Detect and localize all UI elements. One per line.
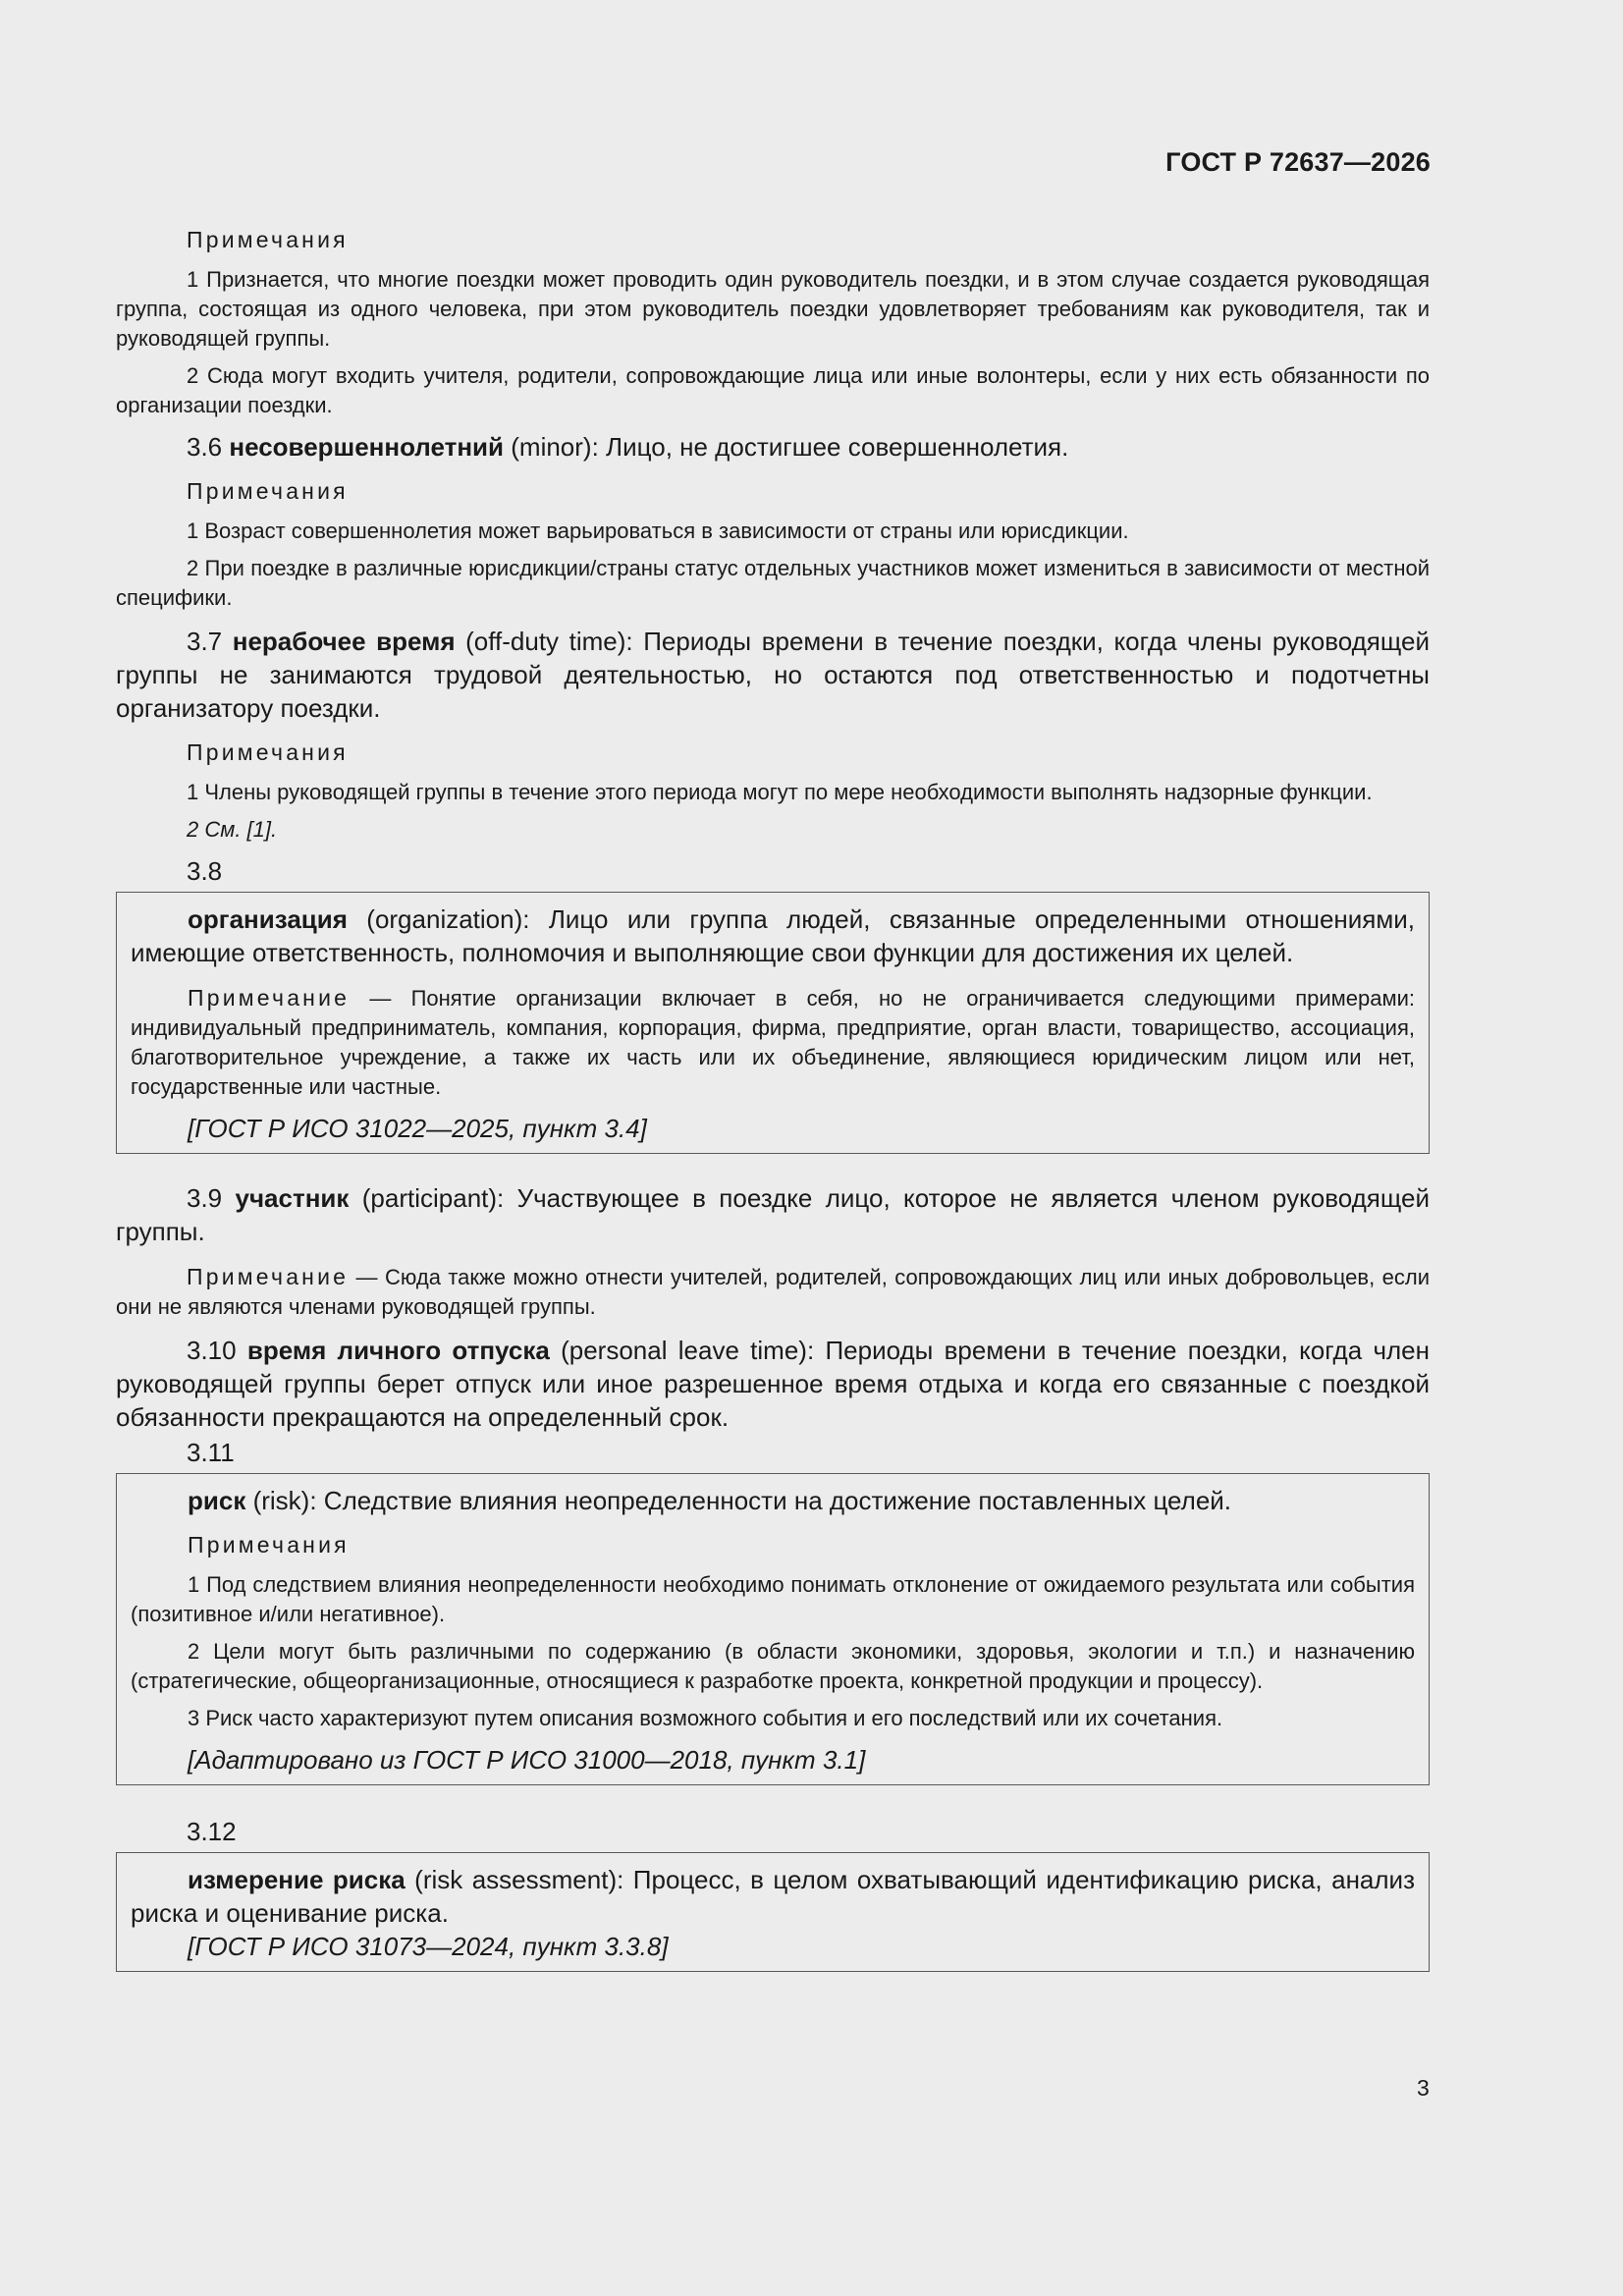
term-definition: Периоды времени в течение поездки, когда члены руководящей группы не занимаются трудовой деятельностью, но остаются под ответственностью и подотчетны организатору поездки. (116, 627, 1430, 723)
note-2: 2 Сюда могут входить учителя, родители, сопровождающие лица или иные волонтеры, если у них есть обязанности по организации поездки. (116, 363, 1430, 417)
term-name: риск (188, 1486, 246, 1515)
note-1: 1 Под следствием влияния неопределенности необходимо понимать отклонение от ожидаемого результата или события (позитивное и/или негативное). (131, 1572, 1415, 1626)
term-box-3-12 (116, 1852, 1430, 1972)
term-name: участник (235, 1183, 350, 1213)
term-english: (personal leave time): (561, 1336, 815, 1365)
note-2: 2 См. [1]. (187, 817, 278, 842)
term-name: несовершеннолетний (229, 432, 505, 462)
notes-block-3-5 (116, 226, 1430, 420)
term-3-9 (116, 1181, 1430, 1248)
note-2: 2 При поездке в различные юрисдикции/страны статус отдельных участников может измениться в зависимости от местной специфики. (116, 556, 1430, 610)
note (116, 1262, 1430, 1322)
note (131, 983, 1415, 1102)
term-english: (organization): (366, 904, 530, 934)
term-english: (risk): (252, 1486, 317, 1515)
term-number-3-12: 3.12 (187, 1817, 237, 1846)
note-1: 1 Признается, что многие поездки может проводить один руководитель поездки, и в этом случае создается руководящая группа, состоящая из одного человека, при этом руководитель поездки удовлетворяет требованиям как руководителя, так и руководящей группы. (116, 267, 1430, 351)
notes-title: Примечания (188, 1532, 350, 1558)
term-name: измерение риска (188, 1865, 406, 1894)
term-3-7 (116, 625, 1430, 725)
document-id: ГОСТ Р 72637—2026 (1165, 147, 1431, 177)
source-reference: [Адаптировано из ГОСТ Р ИСО 31000—2018, пункт 3.1] (188, 1745, 866, 1775)
note-label: Примечание (188, 985, 351, 1011)
notes-title: Примечания (187, 478, 349, 504)
term-name: время личного отпуска (246, 1336, 550, 1365)
term-english: (off-duty time): (465, 627, 633, 656)
term-3-6 (116, 430, 1430, 464)
term-definition: Следствие влияния неопределенности на достижение поставленных целей. (323, 1486, 1232, 1515)
term-box-3-11 (116, 1473, 1430, 1785)
term-box-3-8 (116, 892, 1430, 1154)
term-english: (risk assessment): (414, 1865, 624, 1894)
term-english: (participant): (361, 1183, 505, 1213)
note-1: 1 Члены руководящей группы в течение этого периода могут по мере необходимости выполнять надзорные функции. (187, 780, 1373, 804)
term-definition: Периоды времени в течение поездки, когда член руководящей группы берет отпуск или иное разрешенное время отдыха и когда его связанные с поездкой обязанности прекращаются на определенный срок. (116, 1336, 1430, 1432)
term-number: 3.9 (187, 1183, 223, 1213)
note-text: — Понятие организации включает в себя, но не ограничивается следующими примерами: индивидуальный предприниматель, компания, корпорация, фирма, предприятие, орган власти, товарищество, ассоциация, благотворительное учреждение, а также их часть или их объединение, являющиеся юридическим лицом или нет, государственные или частные. (131, 986, 1415, 1099)
source-reference: [ГОСТ Р ИСО 31022—2025, пункт 3.4] (188, 1114, 647, 1143)
term-number: 3.6 (187, 432, 223, 462)
term-number-3-8: 3.8 (187, 856, 223, 886)
term-number-3-11: 3.11 (187, 1438, 235, 1467)
note-label: Примечание (187, 1264, 350, 1289)
term-definition: Участвующее в поездке лицо, которое не является членом руководящей группы. (116, 1183, 1430, 1246)
term-definition: Лицо или группа людей, связанные определенными отношениями, имеющие ответственность, полномочия и выполняющие свои функции для достижения их целей. (131, 904, 1415, 967)
page-number: 3 (1417, 2075, 1430, 2101)
term-3-12 (131, 1863, 1415, 1930)
term-3-11 (131, 1484, 1415, 1517)
notes-title: Примечания (187, 739, 349, 765)
note-2: 2 Цели могут быть различными по содержанию (в области экономики, здоровья, экологии и т.п.) и назначению (стратегические, общеорганизационные, относящиеся к разработке проекта, конкретной продукции и процессу). (131, 1639, 1415, 1693)
term-definition: Лицо, не достигшее совершеннолетия. (606, 432, 1069, 462)
term-definition: Процесс, в целом охватывающий идентификацию риска, анализ риска и оценивание риска. (131, 1865, 1416, 1928)
term-english: (minor): (511, 432, 599, 462)
term-name: нерабочее время (232, 627, 456, 656)
page-content (116, 226, 1430, 1972)
notes-title: Примечания (187, 227, 349, 252)
term-number: 3.10 (187, 1336, 237, 1365)
note-1: 1 Возраст совершеннолетия может варьироваться в зависимости от страны или юрисдикции. (187, 519, 1129, 543)
term-name: организация (188, 904, 348, 934)
term-number: 3.7 (187, 627, 223, 656)
note-text: — Сюда также можно отнести учителей, родителей, сопровождающих лиц или иных добровольцев, если они не являются членами руководящей группы. (116, 1265, 1430, 1319)
term-3-8 (131, 902, 1415, 969)
source-reference: [ГОСТ Р ИСО 31073—2024, пункт 3.3.8] (188, 1932, 669, 1961)
note-3: 3 Риск часто характеризуют путем описания возможного события и его последствий или их сочетания. (188, 1706, 1223, 1730)
term-3-10 (116, 1334, 1430, 1434)
